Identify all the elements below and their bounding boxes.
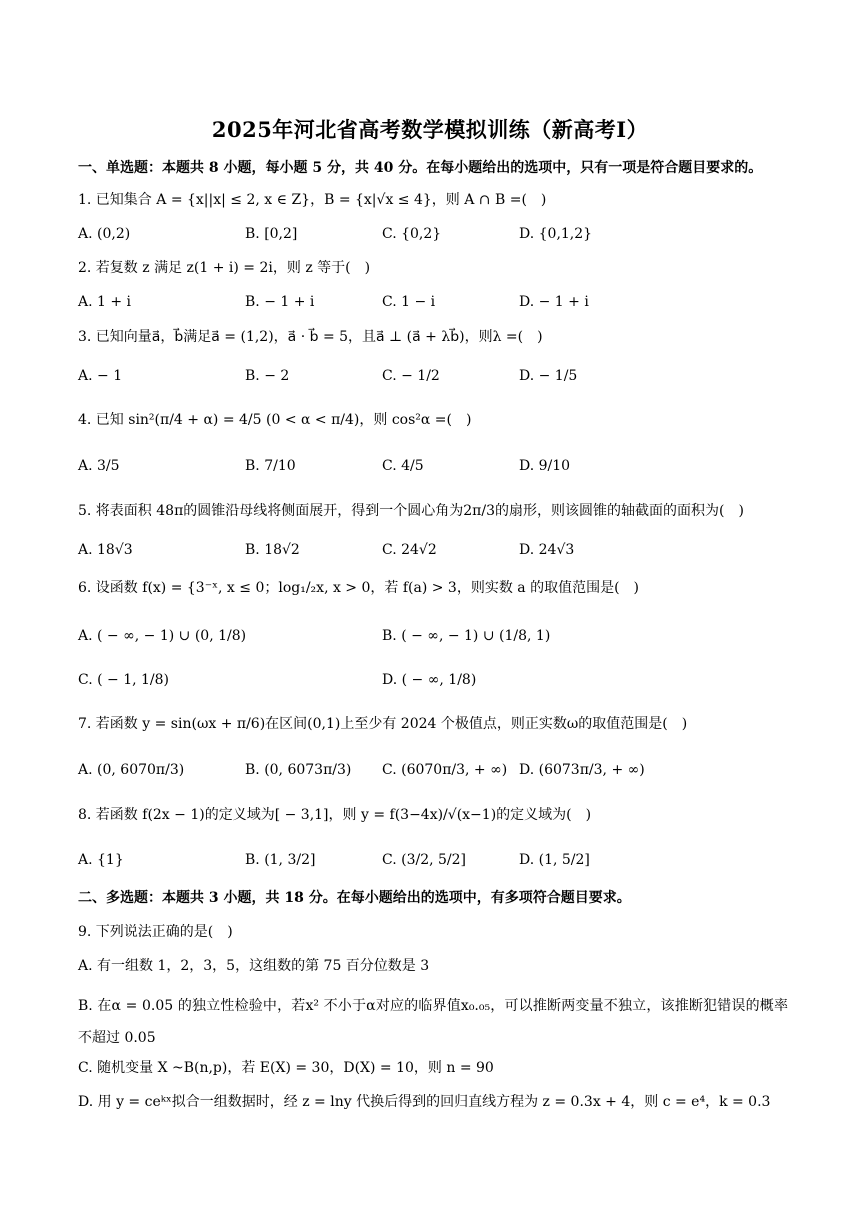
question-1-option-d: D. {0,1,2}	[519, 226, 593, 242]
question-4-option-d: D. 9/10	[519, 458, 571, 474]
question-5-option-c: C. 24√2	[382, 542, 437, 558]
question-3-stem: 3. 已知向量a⃗，b⃗满足a⃗ = (1,2)，a⃗ · b⃗ = 5，且a⃗ ⊥ (a⃗ + λb⃗)，则λ =( )	[78, 329, 543, 345]
question-5-option-b: B. 18√2	[245, 542, 300, 558]
question-1-option-b: B. [0,2]	[245, 226, 298, 242]
question-6-option-b: B. ( − ∞, − 1) ∪ (1/8, 1)	[382, 628, 551, 644]
question-8-option-c: C. (3/2, 5/2]	[382, 852, 466, 868]
exam-title: 2025年河北省高考数学模拟训练（新高考Ⅰ）	[211, 117, 649, 142]
question-7-stem: 7. 若函数 y = sin(ωx + π/6)在区间(0,1)上至少有 2024 个极值点，则正实数ω的取值范围是( )	[78, 716, 688, 732]
question-6-option-d: D. ( − ∞, 1/8)	[382, 672, 477, 688]
question-7-option-a: A. (0, 6070π/3)	[78, 762, 185, 778]
question-3-option-a: A. − 1	[78, 368, 123, 384]
question-2-option-d: D. − 1 + i	[519, 294, 589, 310]
question-9-option-b: B. 在α = 0.05 的独立性检验中，若x² 不小于α对应的临界值x₀.₀₅，可以推断两变量不独立，该推断犯错误的概率不超过 0.05	[78, 998, 788, 1046]
question-3-option-d: D. − 1/5	[519, 368, 578, 384]
question-2-option-a: A. 1 + i	[78, 294, 132, 310]
question-8-option-b: B. (1, 3/2]	[245, 852, 316, 868]
question-5-option-d: D. 24√3	[519, 542, 575, 558]
question-6-option-a: A. ( − ∞, − 1) ∪ (0, 1/8)	[78, 628, 247, 644]
question-7-option-d: D. (6073π/3, + ∞)	[519, 762, 645, 778]
question-4-stem: 4. 已知 sin²(π/4 + α) = 4/5 (0 < α < π/4)，则 cos²α =( )	[78, 412, 472, 428]
question-9-option-d: D. 用 y = ceᵏˣ拟合一组数据时，经 z = lny 代换后得到的回归直线方程为 z = 0.3x + 4，则 c = e⁴，k = 0.3	[78, 1094, 771, 1110]
section-multiple-choice-header: 二、多选题：本题共 3 小题，共 18 分。在每小题给出的选项中，有多项符合题目要求。	[78, 890, 631, 906]
question-2-option-c: C. 1 − i	[382, 294, 436, 310]
question-4-option-c: C. 4/5	[382, 458, 424, 474]
question-4-option-b: B. 7/10	[245, 458, 296, 474]
question-7-option-b: B. (0, 6073π/3)	[245, 762, 352, 778]
question-2-option-b: B. − 1 + i	[245, 294, 315, 310]
question-8-stem: 8. 若函数 f(2x − 1)的定义域为[ − 3,1]，则 y = f(3−4x)/√(x−1)的定义域为( )	[78, 807, 592, 823]
section-single-choice-header: 一、单选题：本题共 8 小题，每小题 5 分，共 40 分。在每小题给出的选项中，只有一项是符合题目要求的。	[78, 160, 763, 176]
question-4-option-a: A. 3/5	[78, 458, 120, 474]
question-5-stem: 5. 将表面积 48π的圆锥沿母线将侧面展开，得到一个圆心角为2π/3的扇形，则该圆锥的轴截面的面积为( )	[78, 503, 744, 519]
question-9-stem: 9. 下列说法正确的是( )	[78, 924, 233, 940]
question-8-option-a: A. {1}	[78, 852, 124, 868]
question-3-option-c: C. − 1/2	[382, 368, 440, 384]
question-7-option-c: C. (6070π/3, + ∞)	[382, 762, 508, 778]
question-8-option-d: D. (1, 5/2]	[519, 852, 590, 868]
question-9-option-a: A. 有一组数 1，2，3，5，这组数的第 75 百分位数是 3	[78, 958, 430, 974]
question-1-option-a: A. (0,2)	[78, 226, 131, 242]
question-9-option-c: C. 随机变量 X ~B(n,p)，若 E(X) = 30，D(X) = 10，则 n = 90	[78, 1060, 494, 1076]
question-1-stem: 1. 已知集合 A = {x||x| ≤ 2, x ∈ Z}，B = {x|√x ≤ 4}，则 A ∩ B =( )	[78, 192, 547, 208]
question-1-option-c: C. {0,2}	[382, 226, 442, 242]
question-5-option-a: A. 18√3	[78, 542, 133, 558]
question-6-stem: 6. 设函数 f(x) = {3⁻ˣ, x ≤ 0；log₁/₂x, x > 0，若 f(a) > 3，则实数 a 的取值范围是( )	[78, 580, 640, 596]
question-3-option-b: B. − 2	[245, 368, 290, 384]
question-2-stem: 2. 若复数 z 满足 z(1 + i) = 2i，则 z 等于( )	[78, 260, 371, 276]
question-6-option-c: C. ( − 1, 1/8)	[78, 672, 170, 688]
